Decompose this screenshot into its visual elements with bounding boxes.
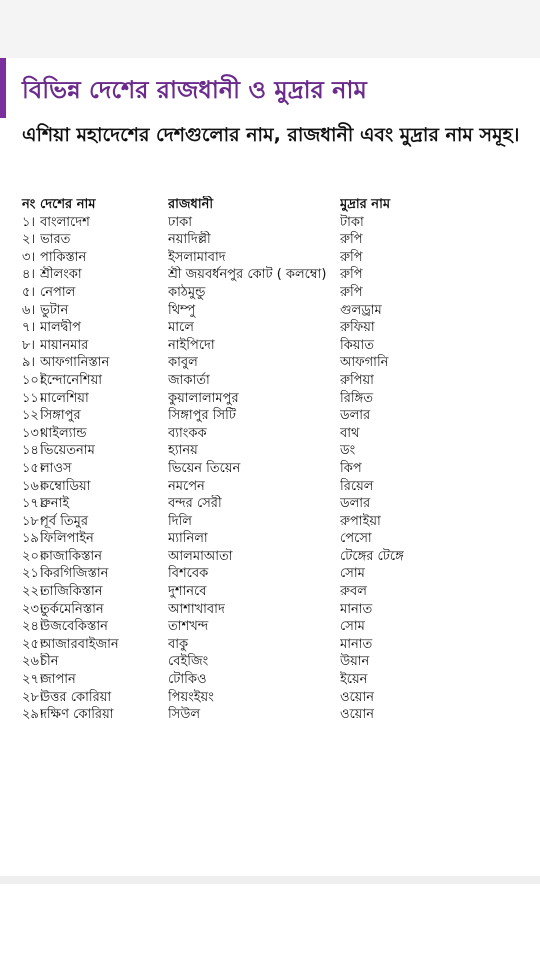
table-body bbox=[22, 214, 532, 724]
row-number: ২০। bbox=[22, 548, 44, 564]
capital-name: ভিয়েন তিয়েন bbox=[168, 460, 241, 476]
country-name: সিঙ্গাপুর bbox=[40, 408, 81, 424]
row-number: ৮। bbox=[22, 337, 36, 353]
currency-name: রুপিয়া bbox=[340, 372, 374, 388]
country-name: লাওস bbox=[40, 460, 72, 476]
capital-name: বন্দর সেরী bbox=[168, 496, 222, 512]
capital-name: নয়াদিল্লী bbox=[168, 232, 211, 248]
table-row bbox=[22, 689, 532, 707]
row-number: ১৭। bbox=[22, 496, 44, 512]
capital-name: নাইপিদো bbox=[168, 337, 215, 353]
capital-name: ব্যাংকক bbox=[168, 425, 207, 441]
country-name: মালদ্বীপ bbox=[40, 320, 81, 336]
capital-name: কাবুল bbox=[168, 355, 198, 371]
table-row bbox=[22, 653, 532, 671]
country-name: কম্বোডিয়া bbox=[40, 478, 91, 494]
row-number: ২১। bbox=[22, 566, 44, 582]
capital-name: কাঠমুন্ডু bbox=[168, 284, 206, 300]
currency-name: ডং bbox=[340, 443, 356, 459]
table-row bbox=[22, 460, 532, 478]
currency-name: ডলার bbox=[340, 408, 371, 424]
accent-bar bbox=[0, 58, 6, 118]
table-row bbox=[22, 671, 532, 689]
table-row bbox=[22, 284, 532, 302]
row-number: ৩। bbox=[22, 249, 36, 265]
currency-name: গুলড্রাম bbox=[340, 302, 382, 318]
country-name: বাংলাদেশ bbox=[40, 214, 90, 230]
row-number: ১। bbox=[22, 214, 36, 230]
row-number: ২২। bbox=[22, 584, 44, 600]
table-row bbox=[22, 407, 532, 425]
country-name: ফিলিপাইন bbox=[40, 531, 94, 547]
country-name: কাজাকিস্তান bbox=[40, 548, 102, 564]
row-number: ৫। bbox=[22, 284, 36, 300]
currency-name: মানাত bbox=[340, 636, 373, 652]
table-row bbox=[22, 548, 532, 566]
country-name: ভারত bbox=[40, 232, 71, 248]
row-number: ১৯। bbox=[22, 531, 44, 547]
table-row bbox=[22, 319, 532, 337]
country-name: নেপাল bbox=[40, 284, 76, 300]
row-number: ২। bbox=[22, 232, 36, 248]
table-row bbox=[22, 478, 532, 496]
capital-name: কুয়ালালামপুর bbox=[168, 390, 239, 406]
table-row bbox=[22, 214, 532, 232]
capital-name: সিঙ্গাপুর সিটি bbox=[168, 408, 236, 424]
capital-name: থিম্পু bbox=[168, 302, 196, 318]
row-number: ১৮। bbox=[22, 513, 44, 529]
currency-name: ইয়েন bbox=[340, 672, 368, 688]
table-row bbox=[22, 337, 532, 355]
capital-name: ইসলামাবাদ bbox=[168, 249, 226, 265]
currency-name: রুপাইয়া bbox=[340, 513, 381, 529]
capital-name: মালে bbox=[168, 320, 194, 336]
table-row bbox=[22, 302, 532, 320]
currency-name: টাকা bbox=[340, 214, 364, 230]
row-number: ২৫। bbox=[22, 636, 44, 652]
row-number: ১৪। bbox=[22, 443, 44, 459]
table-row bbox=[22, 442, 532, 460]
country-name: জাপান bbox=[40, 672, 76, 688]
header-num: নং bbox=[22, 197, 36, 212]
table-row bbox=[22, 231, 532, 249]
capital-name: শ্রী জয়বর্ধনপুর কোট ( কলম্বো) bbox=[168, 267, 327, 283]
row-number: ৬। bbox=[22, 302, 36, 318]
country-name: ইন্দোনেশিয়া bbox=[40, 372, 103, 388]
capital-name: পিয়ংইয়ং bbox=[168, 689, 214, 705]
capital-name: আলমাআতা bbox=[168, 548, 233, 564]
currency-name: টেঙ্গের টেঙ্গে bbox=[340, 548, 404, 564]
table-row bbox=[22, 530, 532, 548]
table-row bbox=[22, 425, 532, 443]
table-row bbox=[22, 583, 532, 601]
country-name: পাকিস্তান bbox=[40, 249, 87, 265]
country-name: মালেশিয়া bbox=[40, 390, 89, 406]
row-number: ২৮। bbox=[22, 689, 44, 705]
capital-name: দিলি bbox=[168, 513, 192, 529]
row-number: ১২। bbox=[22, 408, 44, 424]
capital-name: টোকিও bbox=[168, 672, 207, 688]
currency-name: রুপি bbox=[340, 232, 363, 248]
table-header-row bbox=[22, 196, 532, 214]
header-currency: মুদ্রার নাম bbox=[340, 197, 391, 212]
capital-name: বাকু bbox=[168, 636, 189, 652]
capital-name: নমপেন bbox=[168, 478, 205, 494]
currency-name: সোম bbox=[340, 619, 365, 635]
country-name: মায়ানমার bbox=[40, 337, 89, 353]
currency-name: রুবল bbox=[340, 584, 367, 600]
row-number: ১৩। bbox=[22, 425, 44, 441]
top-band bbox=[0, 0, 540, 58]
currency-name: রুপি bbox=[340, 267, 363, 283]
table-row bbox=[22, 513, 532, 531]
capital-name: হ্যানয় bbox=[168, 443, 198, 459]
currency-name: কিপ bbox=[340, 460, 362, 476]
header-country: দেশের নাম bbox=[40, 197, 96, 212]
capital-name: সিউল bbox=[168, 707, 201, 723]
country-name: উত্তর কোরিয়া bbox=[40, 689, 112, 705]
currency-name: ডলার bbox=[340, 496, 371, 512]
currency-name: রিঙ্গিত bbox=[340, 390, 373, 406]
currency-name: রুপি bbox=[340, 249, 363, 265]
country-name: আজারবাইজান bbox=[40, 636, 119, 652]
country-name: তাজিকিস্তান bbox=[40, 584, 103, 600]
row-number: ২৭। bbox=[22, 672, 44, 688]
capital-name: বিশবেক bbox=[168, 566, 209, 582]
row-number: ২৯। bbox=[22, 707, 44, 723]
table-row bbox=[22, 618, 532, 636]
row-number: ২৬। bbox=[22, 654, 44, 670]
row-number: ২৩। bbox=[22, 601, 44, 617]
table-row bbox=[22, 266, 532, 284]
table-row bbox=[22, 249, 532, 267]
country-name: উজবেকিস্তান bbox=[40, 619, 108, 635]
currency-name: রুফিয়া bbox=[340, 320, 375, 336]
country-name: ব্রুনাই bbox=[40, 496, 70, 512]
row-number: ১০। bbox=[22, 372, 44, 388]
row-number: ১৫। bbox=[22, 460, 44, 476]
capital-name: ম্যানিলা bbox=[168, 531, 208, 547]
table-row bbox=[22, 636, 532, 654]
country-name: তুর্কমেনিস্তান bbox=[40, 601, 104, 617]
country-name: ভিয়েতনাম bbox=[40, 443, 95, 459]
currency-name: বাথ bbox=[340, 425, 360, 441]
table-row bbox=[22, 565, 532, 583]
country-name: কিরগিজিস্তান bbox=[40, 566, 109, 582]
currency-name: ওয়োন bbox=[340, 689, 374, 705]
currency-name: মানাত bbox=[340, 601, 373, 617]
currency-name: সোম bbox=[340, 566, 365, 582]
header-capital: রাজধানী bbox=[168, 197, 214, 212]
country-name: আফগানিস্তান bbox=[40, 355, 110, 371]
table-row bbox=[22, 372, 532, 390]
row-number: ৯। bbox=[22, 355, 36, 371]
row-number: ১১। bbox=[22, 390, 44, 406]
capital-name: দুশানবে bbox=[168, 584, 207, 600]
table-row bbox=[22, 706, 532, 724]
row-number: ১৬। bbox=[22, 478, 44, 494]
currency-name: পেসো bbox=[340, 531, 372, 547]
capital-name: বেইজিং bbox=[168, 654, 209, 670]
currency-name: ওয়োন bbox=[340, 707, 374, 723]
capital-name: আশাখাবাদ bbox=[168, 601, 225, 617]
currency-name: উয়ান bbox=[340, 654, 370, 670]
capital-name: জাকার্তা bbox=[168, 372, 210, 388]
capital-name: ঢাকা bbox=[168, 214, 192, 230]
currency-name: কিয়াত bbox=[340, 337, 374, 353]
table-row bbox=[22, 390, 532, 408]
page-subtitle: এশিয়া মহাদেশের দেশগুলোর নাম, রাজধানী এবং মুদ্রার নাম সমূহ। bbox=[22, 124, 520, 146]
country-name: শ্রীলংকা bbox=[40, 267, 82, 283]
currency-name: রুপি bbox=[340, 284, 363, 300]
row-number: ৭। bbox=[22, 320, 36, 336]
capital-name: তাশখন্দ bbox=[168, 619, 209, 635]
country-name: থাইল্যান্ড bbox=[40, 425, 87, 441]
row-number: ৪। bbox=[22, 267, 36, 283]
table-row bbox=[22, 354, 532, 372]
page-title: বিভিন্ন দেশের রাজধানী ও মুদ্রার নাম bbox=[22, 76, 367, 104]
country-name: চীন bbox=[40, 654, 59, 670]
table-row bbox=[22, 601, 532, 619]
row-number: ২৪। bbox=[22, 619, 44, 635]
country-name: ভুটান bbox=[40, 302, 69, 318]
country-name: দক্ষিণ কোরিয়া bbox=[40, 707, 114, 723]
currency-name: আফগানি bbox=[340, 355, 389, 371]
capitals-table bbox=[22, 196, 532, 724]
currency-name: রিয়েল bbox=[340, 478, 374, 494]
country-name: পূর্ব তিমুর bbox=[40, 513, 89, 529]
table-row bbox=[22, 495, 532, 513]
page-footer-divider bbox=[0, 876, 540, 884]
